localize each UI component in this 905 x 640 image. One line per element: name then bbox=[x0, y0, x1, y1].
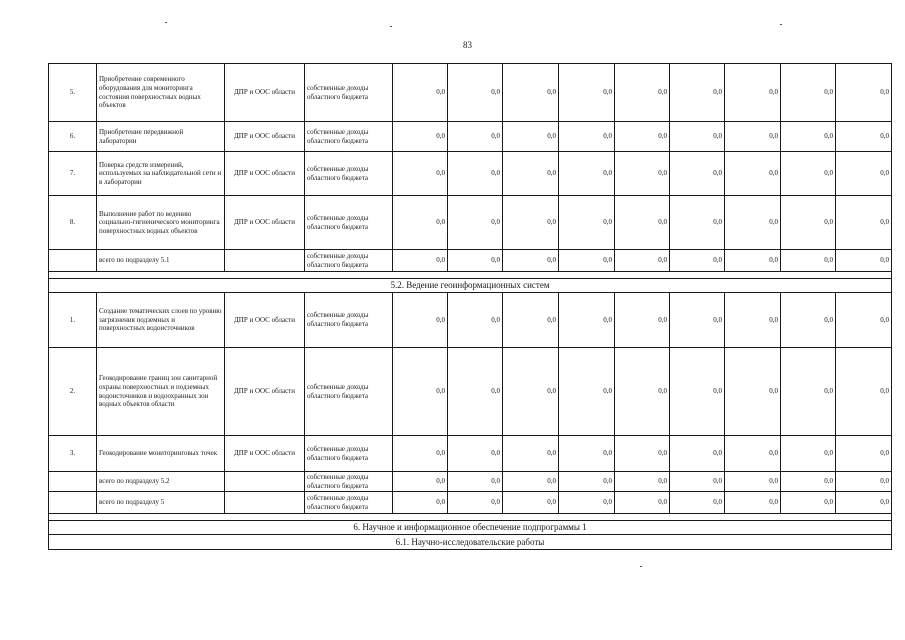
funding-value: 0,0 bbox=[670, 492, 725, 514]
subtotal-label: всего по подразделу 5.2 bbox=[97, 472, 225, 492]
activity-name: Выполнение работ по ведению социально-гигиенического мониторинга поверхностных водных объектов bbox=[97, 196, 225, 250]
table-row bbox=[49, 152, 892, 196]
funding-value: 0,0 bbox=[559, 122, 615, 152]
funding-value: 0,0 bbox=[615, 472, 670, 492]
funding-value: 0,0 bbox=[448, 436, 503, 472]
funding-source: собственные доходы областного бюджета bbox=[305, 122, 393, 152]
activity-name: Геокодирование границ зон санитарной охраны поверхностных и подземных водоисточников и водоохранных зон водных объектов области bbox=[97, 348, 225, 436]
funding-value: 0,0 bbox=[559, 152, 615, 196]
funding-value: 0,0 bbox=[725, 436, 781, 472]
funding-source: собственные доходы областного бюджета bbox=[305, 293, 393, 348]
section-title: 6.1. Научно-исследовательские работы bbox=[49, 535, 892, 550]
funding-value: 0,0 bbox=[615, 436, 670, 472]
funding-value: 0,0 bbox=[559, 250, 615, 272]
executor: ДПР и ООС области bbox=[225, 436, 305, 472]
row-number: 3. bbox=[49, 436, 97, 472]
funding-source: собственные доходы областного бюджета bbox=[305, 152, 393, 196]
executor: ДПР и ООС области bbox=[225, 293, 305, 348]
funding-value: 0,0 bbox=[393, 472, 448, 492]
scan-mark bbox=[390, 26, 392, 27]
funding-value: 0,0 bbox=[781, 472, 836, 492]
funding-value: 0,0 bbox=[615, 196, 670, 250]
funding-source: собственные доходы областного бюджета bbox=[305, 348, 393, 436]
funding-source: собственные доходы областного бюджета bbox=[305, 436, 393, 472]
funding-value: 0,0 bbox=[559, 348, 615, 436]
row-number: 7. bbox=[49, 152, 97, 196]
subtotal-label: всего по подразделу 5.1 bbox=[97, 250, 225, 272]
funding-value: 0,0 bbox=[836, 64, 892, 122]
funding-value: 0,0 bbox=[670, 152, 725, 196]
subtotal-row bbox=[49, 250, 892, 272]
funding-value: 0,0 bbox=[448, 250, 503, 272]
table-row bbox=[49, 293, 892, 348]
scan-mark bbox=[165, 22, 167, 23]
funding-value: 0,0 bbox=[448, 472, 503, 492]
funding-value: 0,0 bbox=[615, 348, 670, 436]
funding-value: 0,0 bbox=[670, 472, 725, 492]
funding-value: 0,0 bbox=[836, 152, 892, 196]
funding-value: 0,0 bbox=[725, 250, 781, 272]
scan-mark bbox=[780, 24, 782, 25]
row-number: 5. bbox=[49, 64, 97, 122]
budget-table bbox=[48, 63, 892, 550]
spacer-cell bbox=[49, 514, 892, 521]
funding-value: 0,0 bbox=[615, 64, 670, 122]
activity-name: Поверка средств измерений, используемых на наблюдательной сети и в лаборатории bbox=[97, 152, 225, 196]
funding-value: 0,0 bbox=[393, 64, 448, 122]
funding-value: 0,0 bbox=[670, 250, 725, 272]
funding-source: собственные доходы областного бюджета bbox=[305, 250, 393, 272]
funding-value: 0,0 bbox=[503, 64, 559, 122]
funding-value: 0,0 bbox=[559, 436, 615, 472]
activity-name: Приобретение современного оборудования для мониторинга состояния поверхностных водных объектов bbox=[97, 64, 225, 122]
funding-value: 0,0 bbox=[503, 492, 559, 514]
executor: ДПР и ООС области bbox=[225, 196, 305, 250]
funding-value: 0,0 bbox=[836, 472, 892, 492]
funding-value: 0,0 bbox=[559, 293, 615, 348]
funding-value: 0,0 bbox=[503, 436, 559, 472]
funding-value: 0,0 bbox=[725, 64, 781, 122]
spacer-cell bbox=[49, 272, 892, 279]
funding-value: 0,0 bbox=[670, 436, 725, 472]
page-number: 83 bbox=[463, 40, 472, 50]
section-title: 6. Научное и информационное обеспечение подпрограммы 1 bbox=[49, 521, 892, 535]
funding-source: собственные доходы областного бюджета bbox=[305, 196, 393, 250]
funding-value: 0,0 bbox=[503, 348, 559, 436]
funding-value: 0,0 bbox=[615, 152, 670, 196]
empty-cell bbox=[225, 492, 305, 514]
funding-value: 0,0 bbox=[836, 122, 892, 152]
section-heading-row bbox=[49, 535, 892, 550]
funding-value: 0,0 bbox=[503, 293, 559, 348]
funding-value: 0,0 bbox=[670, 122, 725, 152]
empty-cell bbox=[49, 492, 97, 514]
row-number: 8. bbox=[49, 196, 97, 250]
funding-value: 0,0 bbox=[781, 64, 836, 122]
funding-value: 0,0 bbox=[670, 196, 725, 250]
funding-value: 0,0 bbox=[503, 122, 559, 152]
funding-value: 0,0 bbox=[781, 436, 836, 472]
funding-value: 0,0 bbox=[725, 293, 781, 348]
funding-value: 0,0 bbox=[393, 436, 448, 472]
funding-value: 0,0 bbox=[393, 250, 448, 272]
activity-name: Геокодирование мониторинговых точек bbox=[97, 436, 225, 472]
funding-value: 0,0 bbox=[781, 293, 836, 348]
empty-cell bbox=[225, 250, 305, 272]
funding-value: 0,0 bbox=[503, 250, 559, 272]
funding-value: 0,0 bbox=[393, 492, 448, 514]
activity-name: Создание тематических слоев по уровню загрязнения подземных и поверхностных водоисточников bbox=[97, 293, 225, 348]
table-row bbox=[49, 436, 892, 472]
funding-value: 0,0 bbox=[393, 348, 448, 436]
funding-value: 0,0 bbox=[836, 250, 892, 272]
funding-value: 0,0 bbox=[781, 492, 836, 514]
empty-cell bbox=[225, 472, 305, 492]
funding-value: 0,0 bbox=[836, 492, 892, 514]
funding-value: 0,0 bbox=[503, 472, 559, 492]
funding-value: 0,0 bbox=[393, 196, 448, 250]
table-row bbox=[49, 64, 892, 122]
table-row bbox=[49, 348, 892, 436]
funding-value: 0,0 bbox=[448, 348, 503, 436]
funding-value: 0,0 bbox=[725, 152, 781, 196]
funding-value: 0,0 bbox=[448, 122, 503, 152]
funding-value: 0,0 bbox=[725, 472, 781, 492]
executor: ДПР и ООС области bbox=[225, 348, 305, 436]
funding-value: 0,0 bbox=[836, 293, 892, 348]
section-title: 5.2. Ведение геоинформационных систем bbox=[49, 279, 892, 293]
funding-value: 0,0 bbox=[781, 348, 836, 436]
funding-value: 0,0 bbox=[393, 293, 448, 348]
funding-value: 0,0 bbox=[615, 250, 670, 272]
funding-source: собственные доходы областного бюджета bbox=[305, 492, 393, 514]
funding-value: 0,0 bbox=[448, 492, 503, 514]
subtotal-label: всего по подразделу 5 bbox=[97, 492, 225, 514]
funding-value: 0,0 bbox=[781, 152, 836, 196]
funding-source: собственные доходы областного бюджета bbox=[305, 472, 393, 492]
table-row bbox=[49, 196, 892, 250]
funding-value: 0,0 bbox=[503, 152, 559, 196]
section-heading-row bbox=[49, 521, 892, 535]
funding-value: 0,0 bbox=[559, 64, 615, 122]
table-spacer-row bbox=[49, 514, 892, 521]
funding-value: 0,0 bbox=[448, 152, 503, 196]
empty-cell bbox=[49, 250, 97, 272]
funding-value: 0,0 bbox=[725, 122, 781, 152]
row-number: 2. bbox=[49, 348, 97, 436]
funding-value: 0,0 bbox=[559, 492, 615, 514]
funding-value: 0,0 bbox=[670, 64, 725, 122]
funding-value: 0,0 bbox=[615, 492, 670, 514]
funding-value: 0,0 bbox=[725, 492, 781, 514]
funding-value: 0,0 bbox=[781, 250, 836, 272]
funding-value: 0,0 bbox=[615, 122, 670, 152]
executor: ДПР и ООС области bbox=[225, 122, 305, 152]
table-row bbox=[49, 122, 892, 152]
empty-cell bbox=[49, 472, 97, 492]
funding-value: 0,0 bbox=[670, 293, 725, 348]
activity-name: Приобретение передвижной лаборатории bbox=[97, 122, 225, 152]
funding-value: 0,0 bbox=[836, 348, 892, 436]
executor: ДПР и ООС области bbox=[225, 64, 305, 122]
row-number: 6. bbox=[49, 122, 97, 152]
funding-value: 0,0 bbox=[836, 196, 892, 250]
subtotal-row bbox=[49, 492, 892, 514]
funding-value: 0,0 bbox=[503, 196, 559, 250]
funding-value: 0,0 bbox=[448, 196, 503, 250]
row-number: 1. bbox=[49, 293, 97, 348]
table-spacer-row bbox=[49, 272, 892, 279]
section-heading-row bbox=[49, 279, 892, 293]
funding-value: 0,0 bbox=[781, 196, 836, 250]
funding-value: 0,0 bbox=[836, 436, 892, 472]
scan-mark bbox=[640, 566, 642, 567]
funding-value: 0,0 bbox=[559, 472, 615, 492]
funding-source: собственные доходы областного бюджета bbox=[305, 64, 393, 122]
funding-value: 0,0 bbox=[725, 196, 781, 250]
funding-value: 0,0 bbox=[393, 152, 448, 196]
funding-value: 0,0 bbox=[559, 196, 615, 250]
funding-value: 0,0 bbox=[725, 348, 781, 436]
funding-value: 0,0 bbox=[615, 293, 670, 348]
funding-value: 0,0 bbox=[448, 64, 503, 122]
executor: ДПР и ООС области bbox=[225, 152, 305, 196]
funding-value: 0,0 bbox=[781, 122, 836, 152]
funding-value: 0,0 bbox=[393, 122, 448, 152]
funding-value: 0,0 bbox=[670, 348, 725, 436]
funding-value: 0,0 bbox=[448, 293, 503, 348]
subtotal-row bbox=[49, 472, 892, 492]
